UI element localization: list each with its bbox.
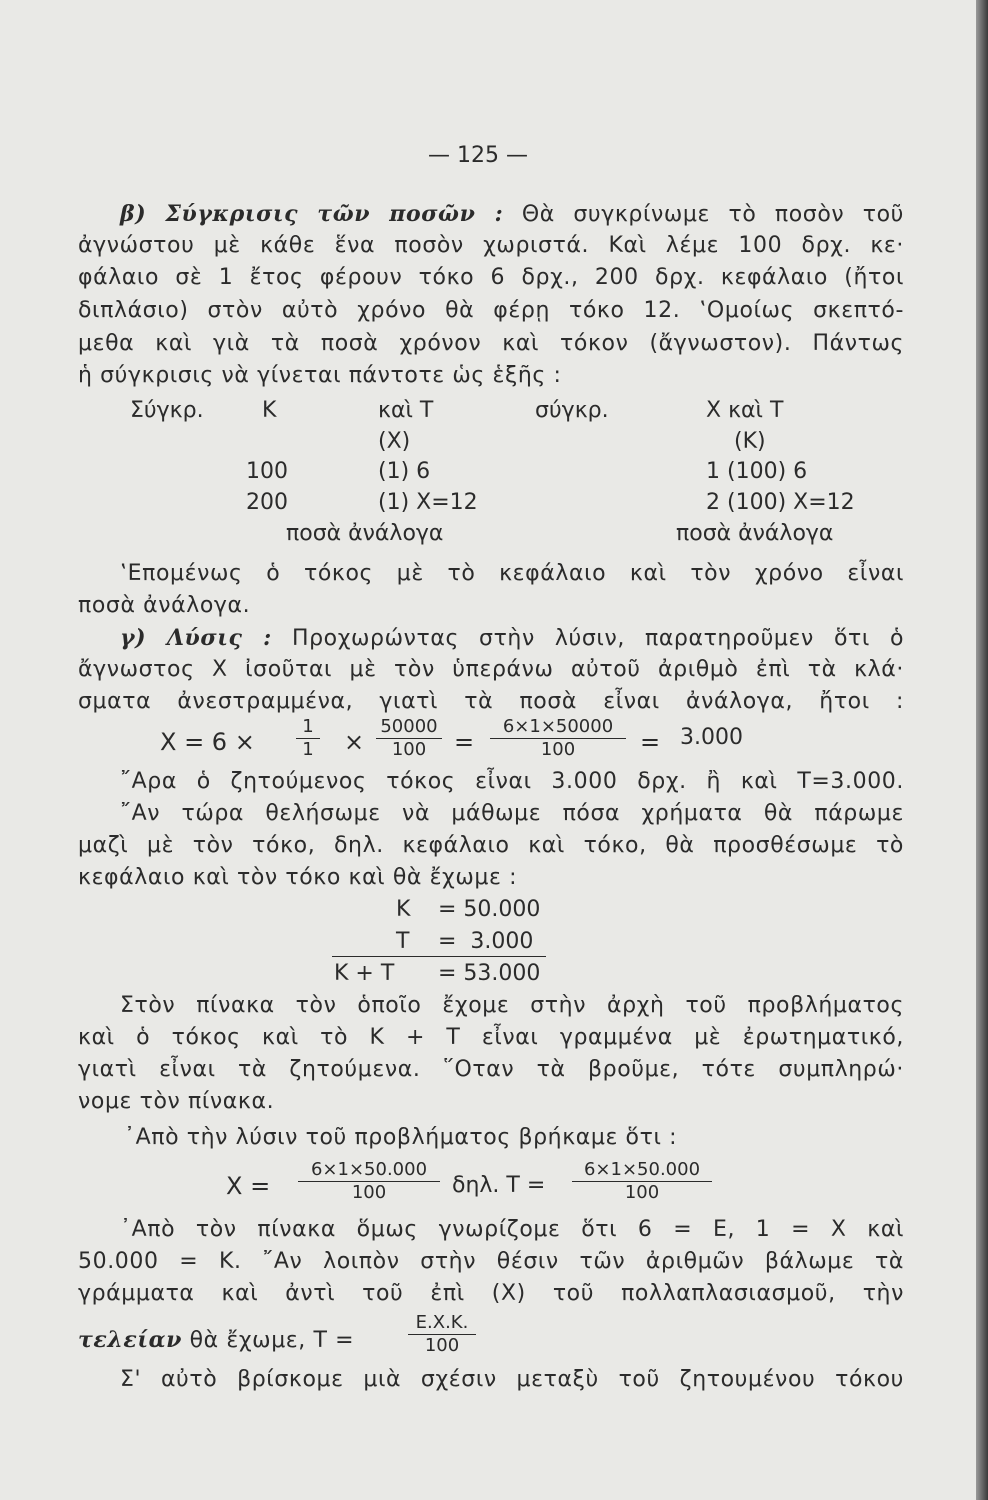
- sum-row2-label: Τ: [396, 929, 410, 954]
- formula-1-eq-2: =: [640, 728, 661, 756]
- comparison-row1-k: 100: [246, 459, 288, 484]
- table-line-4: νομε τὸν πίνακα.: [78, 1089, 275, 1114]
- comparison-row2-val: (1) Χ=12: [378, 490, 478, 515]
- formula-2-lead: Χ =: [226, 1172, 271, 1200]
- formula-2-frac-2-den: 100: [624, 1182, 660, 1203]
- section-b-line-2: ἀγνώστου μὲ κάθε ἕνα ποσὸν χωριστά. Καὶ λέμε 100 δρχ. κε·: [78, 233, 904, 258]
- comparison-right-x-kai-t: Χ καὶ Τ: [706, 398, 784, 423]
- table-line-2: καὶ ὁ τόκος καὶ τὸ Κ + Τ εἶναι γραμμένα μὲ ἐρωτηματικό,: [78, 1025, 904, 1050]
- formula-2-frac-1-den: 100: [351, 1182, 387, 1203]
- final-formula-text: θὰ ἔχωμε, Τ =: [189, 1328, 355, 1353]
- page-number: — 125 —: [428, 143, 528, 168]
- formula-1-eq-1: =: [454, 728, 475, 756]
- formula-2-frac-2: [572, 1160, 712, 1203]
- sum-row3-label: Κ + Τ: [334, 961, 395, 986]
- formula-1-frac-3: [490, 717, 626, 760]
- section-c-line-1: [120, 624, 904, 653]
- section-b-line-4: διπλάσιο) στὸν αὐτὸ χρόνο θὰ φέρῃ τόκο 12. ‛Ομοίως σκεπτό-: [78, 298, 904, 323]
- comparison-right-k-paren: (Κ): [734, 429, 766, 454]
- formula-1-frac-2: [376, 717, 442, 760]
- section-b-line-5: μεθα καὶ γιὰ τὰ ποσὰ χρόνον καὶ τόκον (ἄγνωστον). Πάντως: [78, 331, 904, 356]
- sum-rule: [332, 956, 546, 957]
- section-b-line-3: φάλαιο σὲ 1 ἔτος φέρουν τόκο 6 δρχ., 200 δρχ. κεφάλαιο (ἤτοι: [78, 265, 904, 290]
- table-line-1: Στὸν πίνακα τὸν ὁποῖο ἔχομε στὴν ἀρχὴ τοῦ προβλήματος: [120, 993, 904, 1018]
- final-formula-bold-word: τελείαν: [78, 1327, 183, 1353]
- ara-line-2: ῎Αν τώρα θελήσωμε νὰ μάθωμε πόσα χρήματα θὰ πάρωμε: [120, 801, 904, 826]
- from-table-line-3: γράμματα καὶ ἀντὶ τοῦ ἐπὶ (Χ) τοῦ πολλαπλασιασμοῦ, τὴν: [78, 1281, 904, 1306]
- formula-1-frac-1: [296, 717, 320, 760]
- consequently-line-2: ποσὰ ἀνάλογα.: [78, 593, 251, 618]
- consequently-line-1: ‛Επομένως ὁ τόκος μὲ τὸ κεφάλαιο καὶ τὸν χρόνο εἶναι: [120, 561, 904, 586]
- section-c-heading: γ) Λύσις :: [120, 625, 272, 651]
- formula-2-frac-2-num: 6×1×50.000: [572, 1160, 712, 1182]
- comparison-row2-k: 200: [246, 490, 288, 515]
- section-b-heading: β) Σύγκρισις τῶν ποσῶν :: [120, 201, 504, 227]
- section-b-line-6: ἡ σύγκρισις νὰ γίνεται πάντοτε ὡς ἑξῆς :: [78, 363, 562, 388]
- formula-1-frac-1-den: 1: [302, 739, 314, 760]
- final-formula-frac: [408, 1313, 476, 1356]
- ara-line-4: κεφάλαιο καὶ τὸν τόκο καὶ θὰ ἔχωμε :: [78, 865, 518, 890]
- sum-row2-value: = 3.000: [438, 929, 534, 954]
- section-c-line-2: ἄγνωστος Χ ἰσοῦται μὲ τὸν ὑπεράνω αὐτοῦ ἀριθμὸ ἐπὶ τὰ κλά·: [78, 657, 904, 682]
- formula-1-frac-3-num: 6×1×50000: [490, 717, 626, 739]
- ara-line-1: ῎Αρα ὁ ζητούμενος τόκος εἶναι 3.000 δρχ. ἢ καὶ Τ=3.000.: [120, 769, 904, 794]
- formula-1-frac-2-num: 50000: [376, 717, 442, 739]
- comparison-left-kai-t: καὶ Τ: [378, 398, 434, 423]
- section-c-line-3: σματα ἀνεστραμμένα, γιατὶ τὰ ποσὰ εἶναι ἀνάλογα, ἤτοι :: [78, 689, 904, 714]
- sum-row1-label: Κ: [396, 897, 411, 922]
- comparison-left-k: Κ: [262, 398, 277, 423]
- final-formula-den: 100: [424, 1335, 460, 1356]
- from-table-line-1: ᾿Απὸ τὸν πίνακα ὅμως γνωρίζομε ὅτι 6 = Ε, 1 = Χ καὶ: [120, 1217, 904, 1242]
- comparison-right-label: σύγκρ.: [535, 398, 609, 423]
- ara-line-3: μαζὶ μὲ τὸν τόκο, δηλ. κεφάλαιο καὶ τόκο, θὰ προσθέσωμε τὸ: [78, 833, 904, 858]
- final-formula-num: Ε.Χ.Κ.: [408, 1313, 476, 1335]
- book-spine-edge: [976, 0, 988, 1500]
- comparison-left-label: Σύγκρ.: [130, 398, 204, 423]
- last-line: Σ' αὐτὸ βρίσκομε μιὰ σχέσιν μεταξὺ τοῦ ζητουμένου τόκου: [120, 1367, 904, 1392]
- sum-row3-value: = 53.000: [438, 961, 541, 986]
- comparison-row1-val: (1) 6: [378, 459, 431, 484]
- formula-1-frac-2-den: 100: [391, 739, 427, 760]
- formula-1-frac-1-num: 1: [296, 717, 320, 739]
- formula-1-times: ×: [344, 728, 365, 756]
- from-table-line-2: 50.000 = Κ. ῎Αν λοιπὸν στὴν θέσιν τῶν ἀριθμῶν βάλωμε τὰ: [78, 1249, 904, 1274]
- final-formula-line: [78, 1326, 354, 1355]
- formula-2-frac-1-num: 6×1×50.000: [298, 1160, 440, 1182]
- formula-1-lead: Χ = 6 ×: [160, 728, 255, 756]
- formula-2-frac-1: [298, 1160, 440, 1203]
- formula-2-mid: δηλ. Τ =: [452, 1173, 546, 1198]
- section-b-text-1: Θὰ συγκρίνωμε τὸ ποσὸν τοῦ: [521, 202, 904, 227]
- comparison-left-x-paren: (Χ): [378, 429, 411, 454]
- comparison-right-row2: 2 (100) Χ=12: [706, 490, 855, 515]
- formula-1-result: 3.000: [680, 725, 743, 750]
- comparison-right-conclusion: ποσὰ ἀνάλογα: [676, 521, 834, 546]
- solution-line: ᾿Απὸ τὴν λύσιν τοῦ προβλήματος βρήκαμε ὅτι :: [124, 1125, 678, 1150]
- comparison-right-row1: 1 (100) 6: [706, 459, 808, 484]
- section-b-line-1: [120, 200, 904, 229]
- formula-1-frac-3-den: 100: [540, 739, 576, 760]
- comparison-left-conclusion: ποσὰ ἀνάλογα: [286, 521, 444, 546]
- section-c-text-1: Προχωρώντας στὴν λύσιν, παρατηροῦμεν ὅτι ὁ: [291, 626, 905, 651]
- table-line-3: γιατὶ εἶναι τὰ ζητούμενα. ῞Οταν τὰ βροῦμε, τότε συμπληρώ·: [78, 1057, 904, 1082]
- sum-row1-value: = 50.000: [438, 897, 541, 922]
